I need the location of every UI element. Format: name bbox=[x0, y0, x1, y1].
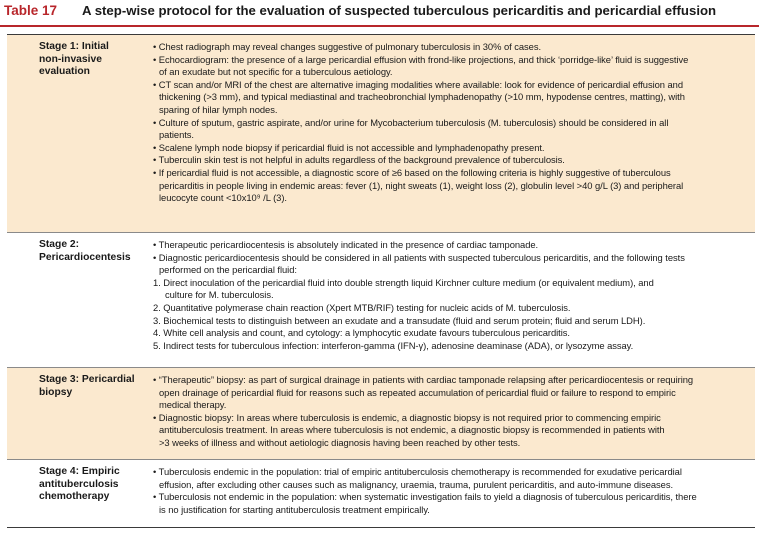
text-line: 2. Quantitative polymerase chain reaction (Xpert MTB/RIF) testing for nucleic acids of M. tuberculosis. bbox=[153, 301, 571, 313]
text-line: • Diagnostic pericardiocentesis should be considered in all patients with suspected tuberculous pericarditis, and the following tests bbox=[153, 251, 685, 263]
text-line: 5. Indirect tests for tuberculous infection: interferon-gamma (IFN-γ), adenosine deaminase (ADA), or lysozyme assay. bbox=[153, 339, 634, 351]
stage-label: Stage 2: Pericardiocentesis bbox=[39, 239, 131, 263]
caption-rule bbox=[0, 25, 759, 27]
text-line: performed on the pericardial fluid: bbox=[159, 264, 297, 276]
text-line: medical therapy. bbox=[159, 399, 227, 411]
text-line: 1. Direct inoculation of the pericardial fluid into double strength liquid Kirchner culture medium (or equivalent medium), and bbox=[153, 276, 654, 288]
text-line: leucocyte count <10x10⁹ /L (3). bbox=[159, 192, 287, 204]
text-line: • “Therapeutic” biopsy: as part of surgical drainage in patients with cardiac tamponade relapsing after pericardiocentesis or requiring bbox=[153, 374, 694, 385]
text-line: 4. White cell analysis and count, and cytology: a lymphocytic exudate favours tuberculous pericarditis. bbox=[153, 327, 570, 339]
protocol-table bbox=[7, 34, 755, 528]
text-line: • Therapeutic pericardiocentesis is absolutely indicated in the presence of cardiac tamponade. bbox=[153, 239, 539, 250]
text-line: open drainage of pericardial fluid for reasons such as repeated accumulation of pericardial fluid or failure to respond to empiric bbox=[159, 386, 676, 398]
text-line: effusion, after excluding other causes such as malignancy, uraemia, trauma, purulent pericarditis, and auto-immune diseases. bbox=[159, 478, 674, 490]
text-line: • If pericardial fluid is not accessible, a diagnostic score of ≥6 based on the following criteria is highly suggestive of tuberculous bbox=[153, 166, 671, 178]
table-caption bbox=[0, 0, 759, 26]
stage-description bbox=[153, 41, 723, 205]
text-line: is no justification for starting antituberculosis treatment empirically. bbox=[159, 503, 430, 515]
text-line: of an exudate but not specific for a tuberculous aetiology. bbox=[159, 66, 393, 78]
text-line: thickening (>3 mm), and typical mediastinal and tracheobronchial lymphadenopathy (>10 mm, hypodense centres, matting), with bbox=[159, 91, 685, 103]
text-line: 3. Biochemical tests to distinguish between an exudate and a transudate (fluid and serum protein; fluid and serum LDH). bbox=[153, 314, 646, 326]
table-row-stage-2 bbox=[7, 233, 755, 368]
stage-description bbox=[153, 374, 723, 450]
text-line: • Culture of sputum, gastric aspirate, and/or urine for Mycobacterium tuberculosis (M. tuberculosis) should be considered in all bbox=[153, 116, 669, 128]
text-line: • Diagnostic biopsy: In areas where tuberculosis is endemic, a diagnostic biopsy is not required prior to commencing empiric bbox=[153, 411, 661, 423]
text-line: sparing of hilar lymph nodes. bbox=[159, 103, 278, 115]
text-line: antituberculosis treatment. In areas where tuberculosis is not endemic, a diagnostic biopsy is recommended in patients with bbox=[159, 424, 665, 436]
text-line: • Tuberculin skin test is not helpful in adults regardless of the background prevalence of tuberculosis. bbox=[153, 154, 565, 166]
stage-description bbox=[153, 239, 723, 352]
stage-label: Stage 4: Empiric antituberculosis chemotherapy bbox=[39, 466, 120, 502]
stage-description bbox=[153, 466, 723, 516]
text-line: • Chest radiograph may reveal changes suggestive of pulmonary tuberculosis in 30% of cases. bbox=[153, 41, 542, 52]
text-line: • CT scan and/or MRI of the chest are alternative imaging modalities where available: look for evidence of pericardial effusion and bbox=[153, 78, 684, 90]
text-line: patients. bbox=[159, 129, 194, 141]
table-title: A step-wise protocol for the evaluation of suspected tuberculous pericarditis and pericardial effusion bbox=[82, 3, 717, 18]
text-line: • Tuberculosis endemic in the population: trial of empiric antituberculosis chemotherapy is recommended for exudative pericardial bbox=[153, 466, 682, 477]
text-line: pericarditis in people living in endemic areas: fever (1), night sweats (1), weight loss (2), globulin level >40 g/L (3) and peripheral bbox=[159, 179, 684, 191]
table-row-stage-4 bbox=[7, 460, 755, 528]
text-line: culture for M. tuberculosis. bbox=[165, 289, 274, 301]
text-line: • Tuberculosis not endemic in the population: when systematic investigation fails to yield a diagnosis of tuberculous pericarditis, there bbox=[153, 491, 697, 503]
table-row-stage-3 bbox=[7, 368, 755, 460]
stage-label: Stage 3: Pericardial biopsy bbox=[39, 374, 135, 398]
table-number: Table 17 bbox=[4, 3, 58, 18]
text-line: • Echocardiogram: the presence of a large pericardial effusion with frond-like projections, and thick ‘porridge-like’ fluid is suggestive bbox=[153, 53, 689, 65]
text-line: • Scalene lymph node biopsy if pericardial fluid is not accessible and lymphadenopathy present. bbox=[153, 141, 545, 153]
text-line: >3 weeks of illness and without aetiologic diagnosis having been reached by other tests. bbox=[159, 436, 521, 448]
table-row-stage-1 bbox=[7, 35, 755, 233]
stage-label: Stage 1: Initial non-invasive evaluation bbox=[39, 41, 109, 77]
